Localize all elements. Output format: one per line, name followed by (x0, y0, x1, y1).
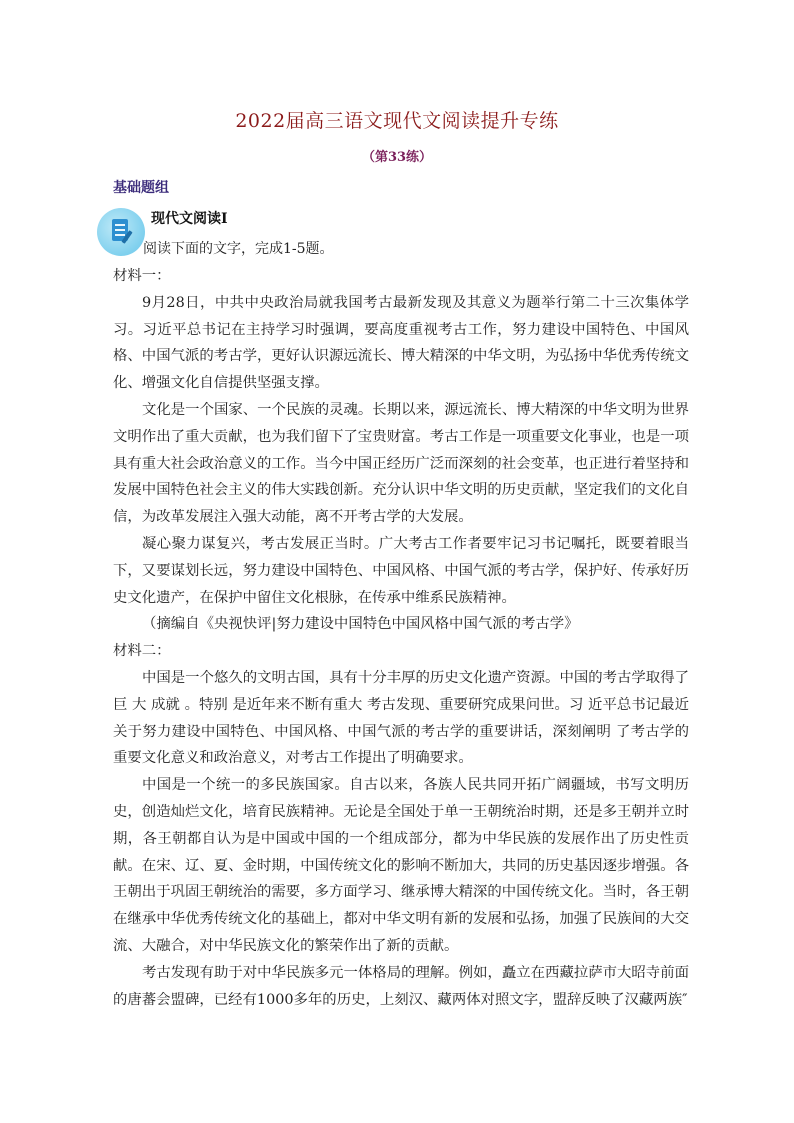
notebook-icon-line (115, 229, 125, 231)
paragraph: 中国是一个统一的多民族国家。自古以来，各族人民共同开拓广阔疆域，书写文明历史，创造灿烂文化，培育民族精神。无论是全国处于单一王朝统治时期，还是多王朝并立时期，各王朝都自认为是中国或中国的一个组成部分，都为中华民族的发展作出了历史性贡献。在宋、辽、夏、金时期，中国传统文化的影响不断加大，共同的历史基因逐步增强。各王朝出于巩固王朝统治的需要，多方面学习、继承博大精深的中国传统文化。当时，各王朝在继承中华优秀传统文化的基础上，都对中华文明有新的发展和弘扬，加强了民族间的大交流、大融合，对中华民族文化的繁荣作出了新的贡献。 (113, 777, 689, 954)
notebook-icon-line (115, 234, 125, 236)
source-citation: （摘编自《央视快评|努力建设中国特色中国风格中国气派的考古学》 (142, 616, 579, 633)
page-title: 2022届高三语文现代文阅读提升专练 (235, 110, 559, 132)
notebook-icon (97, 208, 145, 256)
reading-instruction: 阅读下面的文字，完成1-5题。 (143, 241, 334, 257)
reading-title: 现代文阅读Ⅰ (151, 211, 228, 227)
material-label: 材料一： (113, 268, 171, 284)
article-body (113, 263, 689, 1013)
paragraph: 9月28日，中共中央政治局就我国考古最新发现及其意义为题举行第二十三次集体学习。习近平总书记在主持学习时强调，要高度重视考古工作，努力建设中国特色、中国风格、中国气派的考古学，更好认识源远流长、博大精深的中华文明，为弘扬中华优秀传统文化、增强文化自信提供坚强支撑。 (113, 294, 689, 392)
paragraph: 中国是一个悠久的文明古国，具有十分丰厚的历史文化遗产资源。中国的考古学取得了巨 大 成就 。特别 是近年来不断有重大 考古发现、重要研究成果问世。习 近平总书记最近关于努力建设中国特色、中国风格、中国气派的考古学的重要讲话，深刻阐明 了考古学的重要文化意义和政治意义，对考古工作提出了明确要求。 (113, 669, 689, 767)
section-heading: 基础题组 (113, 180, 169, 196)
paragraph: 凝心聚力谋复兴，考古发展正当时。广大考古工作者要牢记习书记嘱托，既要着眼当下，又要谋划长远，努力建设中国特色、中国风格、中国气派的考古学，保护好、传承好历史文化遗产，在保护中留住文化根脉，在传承中维系民族精神。 (113, 535, 689, 606)
notebook-icon-line (115, 224, 125, 226)
page-subtitle: （第33练） (361, 150, 433, 165)
paragraph: 文化是一个国家、一个民族的灵魂。长期以来，源远流长、博大精深的中华文明为世界文明作出了重大贡献，也为我们留下了宝贵财富。考古工作是一项重要文化事业，也是一项具有重大社会政治意义的工作。当今中国正经历广泛而深刻的社会变革，也正进行着坚持和发展中国特色社会主义的伟大实践创新。充分认识中华文明的历史贡献，坚定我们的文化自信，为改革发展注入强大动能，离不开考古学的大发展。 (113, 401, 689, 526)
paragraph: 考古发现有助于对中华民族多元一体格局的理解。例如，矗立在西藏拉萨市大昭寺前面的唐蕃会盟碑，已经有1000多年的历史，上刻汉、藏两体对照文字，盟辞反映了汉藏两族″ (113, 964, 689, 1008)
material-label: 材料二： (113, 643, 171, 660)
